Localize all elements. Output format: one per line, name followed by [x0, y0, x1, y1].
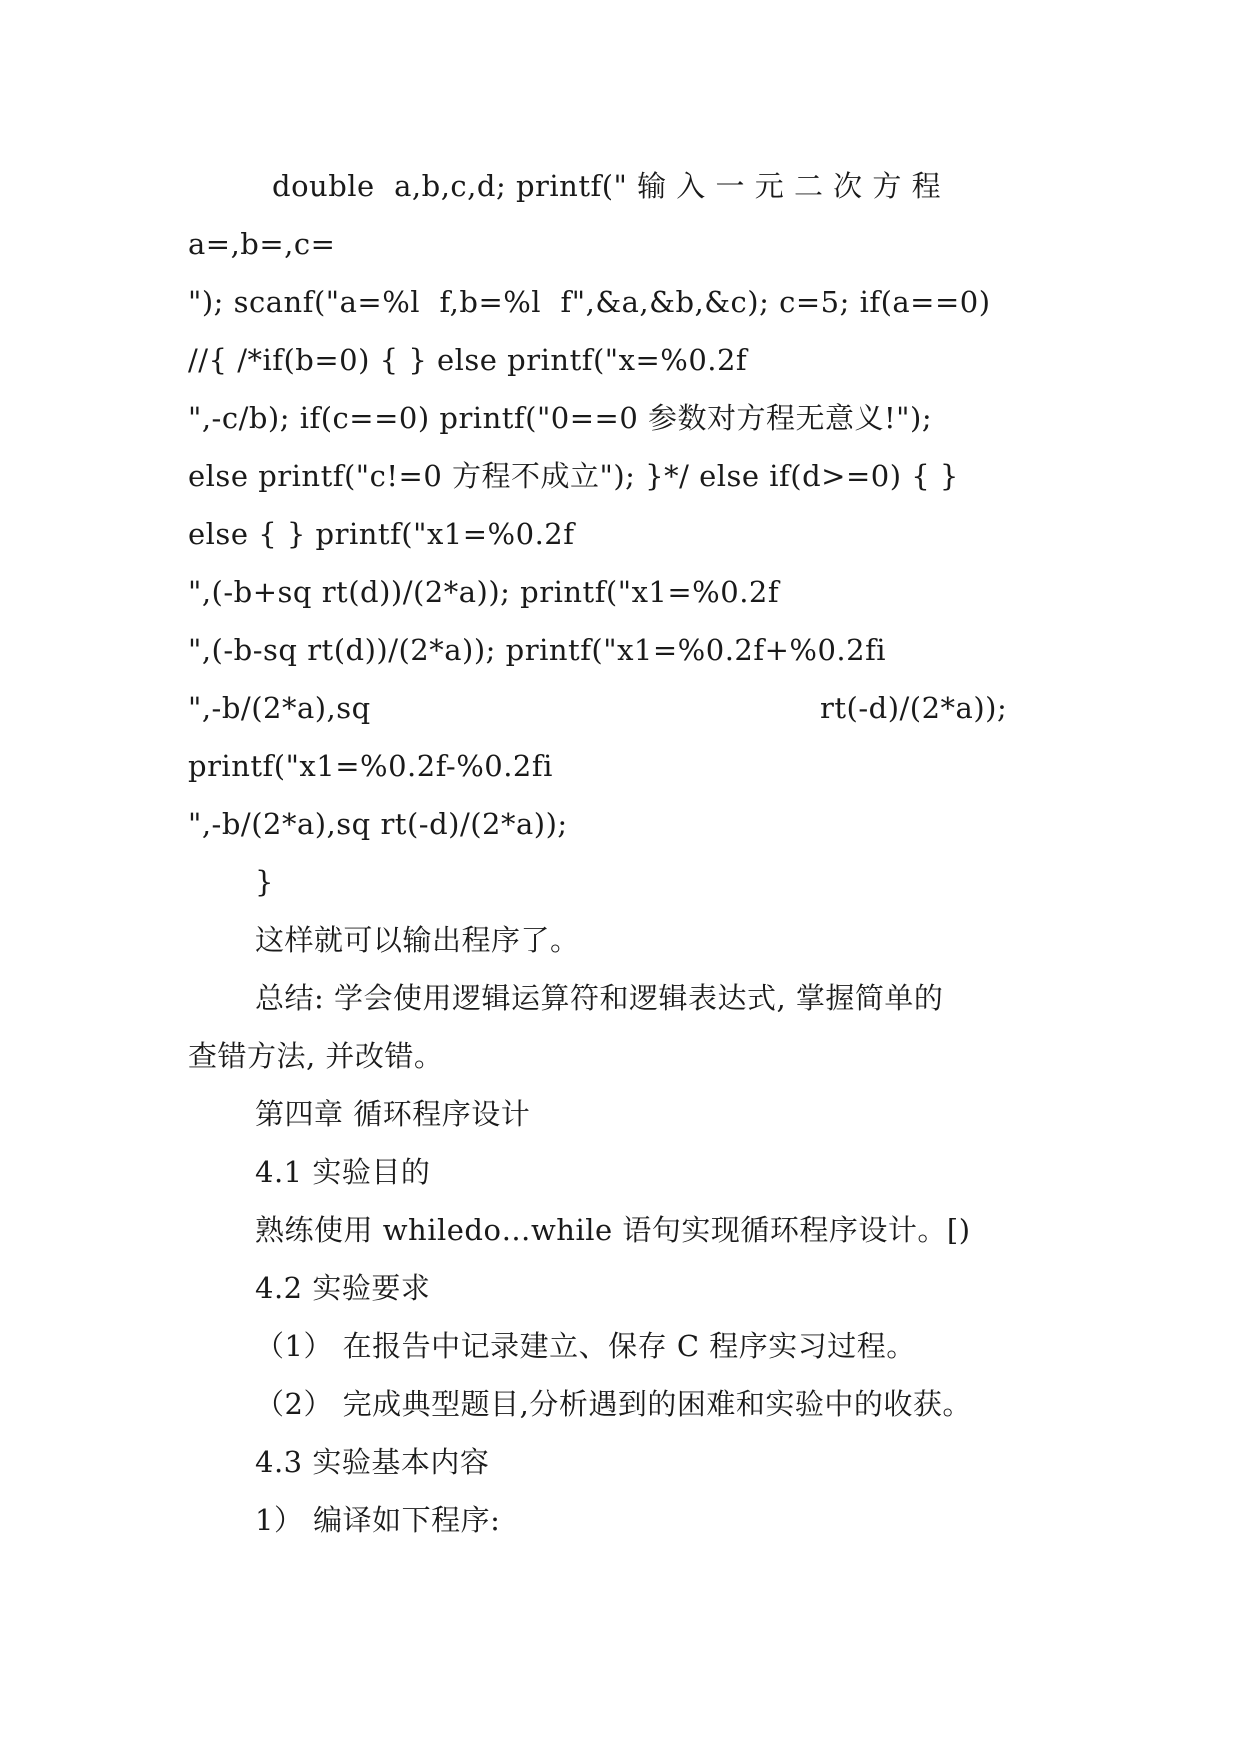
code-line-6: else printf("c!=0 方程不成立"); }*/ else if(d>=0) { } — [188, 459, 959, 493]
paragraph-output: 这样就可以输出程序了。 — [255, 923, 580, 957]
code-line-2: a=,b=,c= — [188, 227, 336, 261]
code-line-5: ",-c/b); if(c==0) printf("0==0 参数对方程无意义!"); — [188, 401, 933, 435]
code-line-8: ",(-b+sq rt(d))/(2*a)); printf("x1=%0.2f — [188, 575, 780, 609]
chapter-heading: 第四章 循环程序设计 — [255, 1097, 531, 1131]
code-line-1: double a,b,c,d; printf(" 输 入 一 元 二 次 方 程 — [272, 169, 942, 203]
code-line-7: else { } printf("x1=%0.2f — [188, 517, 575, 551]
code-line-3: "); scanf("a=%l f,b=%l f",&a,&b,&c); c=5; if(a==0) — [188, 285, 991, 319]
code-closing-brace: } — [255, 865, 274, 899]
section-heading-4-2: 4.2 实验要求 — [255, 1271, 431, 1305]
section-heading-4-1: 4.1 实验目的 — [255, 1155, 431, 1189]
list-item-requirement-2: （2） 完成典型题目,分析遇到的困难和实验中的收获。 — [255, 1387, 972, 1421]
paragraph-summary: 总结: 学会使用逻辑运算符和逻辑表达式, 掌握简单的 — [255, 981, 944, 1015]
paragraph-summary-cont: 查错方法, 并改错。 — [188, 1039, 444, 1073]
code-line-9: ",(-b-sq rt(d))/(2*a)); printf("x1=%0.2f+%0.2fi — [188, 633, 887, 667]
code-line-10-tail: rt(-d)/(2*a)); — [820, 691, 1008, 725]
code-line-11: printf("x1=%0.2f-%0.2fi — [188, 749, 553, 783]
code-line-4: //{ /*if(b=0) { } else printf("x=%0.2f — [188, 343, 748, 377]
paragraph-objective: 熟练使用 whiledo…while 语句实现循环程序设计。[) — [255, 1213, 971, 1247]
section-heading-4-3: 4.3 实验基本内容 — [255, 1445, 490, 1479]
code-line-12: ",-b/(2*a),sq rt(-d)/(2*a)); — [188, 807, 568, 841]
list-item-content-1: 1） 编译如下程序: — [255, 1503, 501, 1537]
list-item-requirement-1: （1） 在报告中记录建立、保存 C 程序实习过程。 — [255, 1329, 916, 1363]
code-line-10: ",-b/(2*a),sq — [188, 691, 371, 725]
